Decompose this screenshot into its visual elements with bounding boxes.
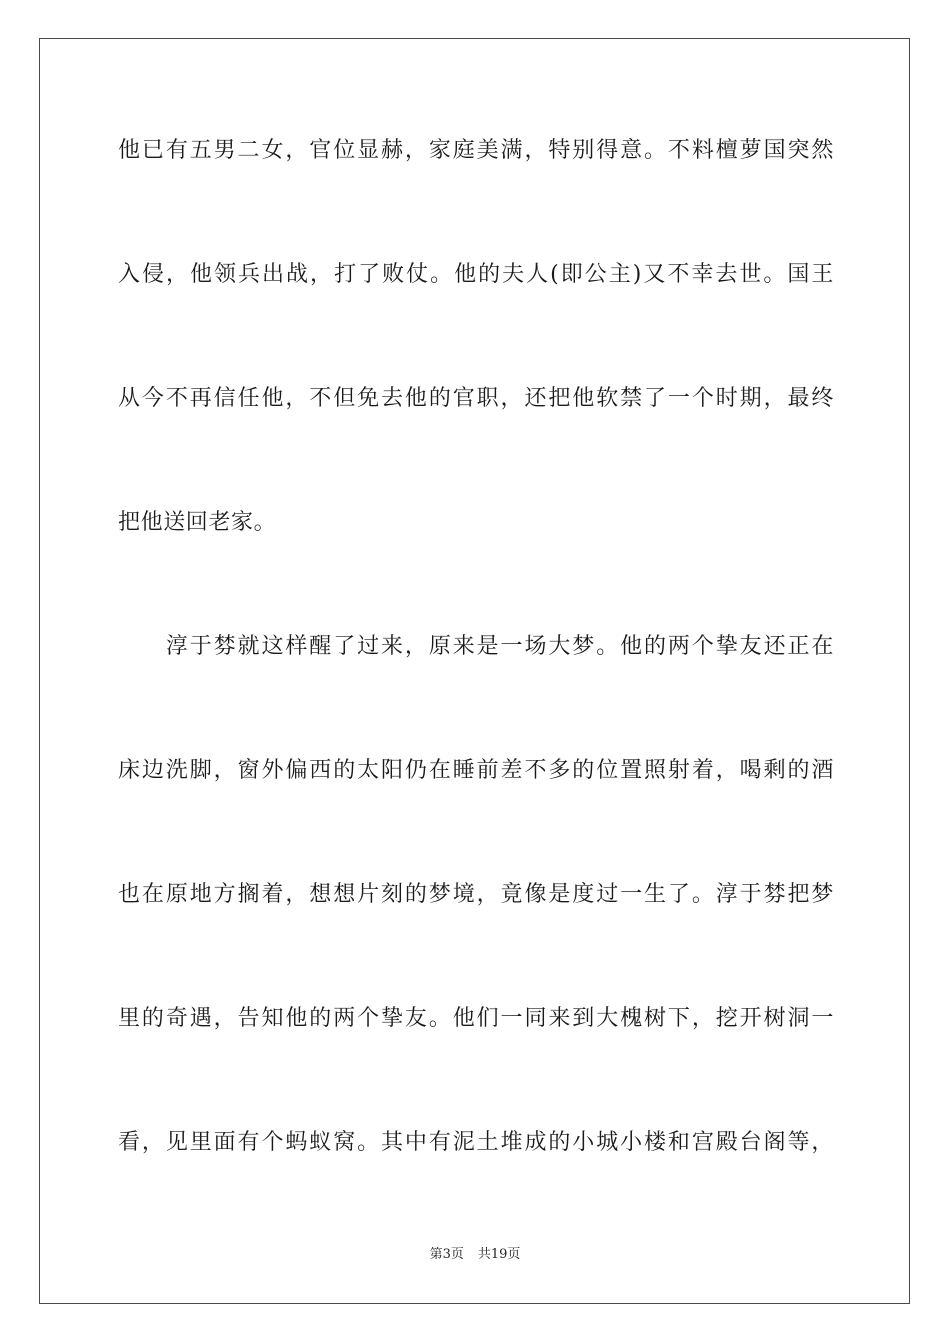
text-line: 把他送回老家。 xyxy=(118,510,277,535)
text-line: 床边洗脚，窗外偏西的太阳仍在睡前差不多的位置照射着，喝剩的酒 xyxy=(118,758,834,783)
text-line: 也在原地方搁着，想想片刻的梦境，竟像是度过一生了。淳于棼把梦 xyxy=(118,882,834,907)
text-line: 里的奇遇，告知他的两个挚友。他们一同来到大槐树下，挖开树洞一 xyxy=(118,1006,834,1031)
text-line: 入侵，他领兵出战，打了败仗。他的夫人(即公主)又不幸去世。国王 xyxy=(118,262,834,287)
page-border xyxy=(39,38,910,1304)
page-number: 第3页 xyxy=(429,1247,464,1262)
text-line: 看，见里面有个蚂蚁窝。其中有泥土堆成的小城小楼和宫殿台阁等， xyxy=(118,1130,834,1155)
text-line: 他已有五男二女，官位显赫，家庭美满，特别得意。不料檀萝国突然 xyxy=(118,138,834,163)
text-line: 淳于棼就这样醒了过来，原来是一场大梦。他的两个挚友还正在 xyxy=(118,634,834,659)
page-footer xyxy=(0,1246,950,1264)
page-total: 共19页 xyxy=(477,1247,521,1262)
text-line: 从今不再信任他，不但免去他的官职，还把他软禁了一个时期，最终 xyxy=(118,386,834,411)
